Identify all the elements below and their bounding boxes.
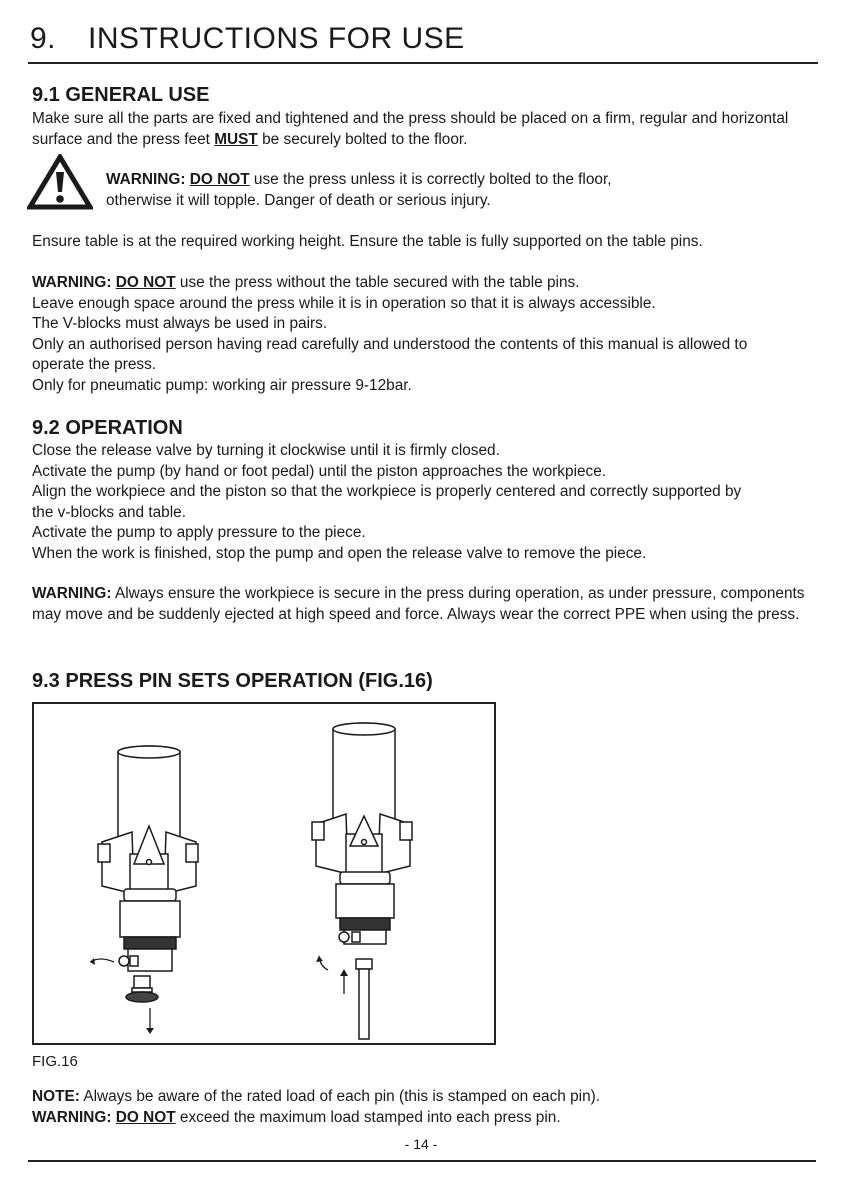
press-pin-illustration <box>34 704 494 1043</box>
general-use-intro <box>32 109 822 150</box>
warning-text: use the press unless it is correctly bolted to the floor, <box>249 171 612 188</box>
intro-text: Make sure all the parts are fixed and tightened and the press should be placed on a firm, regular and horizontal surface and the press feet <box>32 110 789 148</box>
section-title: INSTRUCTIONS FOR USE <box>88 22 465 55</box>
warning-triangle-icon <box>27 154 93 210</box>
list-item: The V-blocks must always be used in pairs. <box>32 315 328 332</box>
general-warnings-list <box>32 273 822 396</box>
operation-heading: 9.2 OPERATION <box>32 417 183 439</box>
note-text: Always be aware of the rated load of each pin (this is stamped on each pin). <box>79 1088 601 1105</box>
do-not-emphasis: DO NOT <box>115 274 176 291</box>
section-heading <box>30 22 465 56</box>
list-item: Activate the pump to apply pressure to the piece. <box>32 524 366 541</box>
operation-warning <box>32 584 807 625</box>
operation-steps <box>32 441 822 564</box>
note-label: NOTE: <box>32 1088 80 1105</box>
warning-label: WARNING: <box>32 274 112 291</box>
figure-caption: FIG.16 <box>32 1053 78 1070</box>
right-press-assembly <box>312 723 412 1039</box>
general-use-heading: 9.1 GENERAL USE <box>32 84 210 106</box>
bottom-divider <box>28 1160 816 1162</box>
list-item: Only an authorised person having read carefully and understood the contents of this manual is allowed to operate the press. <box>32 335 748 373</box>
warning-text: use the press without the table secured with the table pins. <box>175 274 580 291</box>
table-height-text: Ensure table is at the required working height. Ensure the table is fully supported on the table pins. <box>32 233 703 250</box>
list-item: Close the release valve by turning it clockwise until it is firmly closed. <box>32 442 500 459</box>
section-number: 9. <box>30 22 57 55</box>
do-not-emphasis: DO NOT <box>189 171 250 188</box>
top-divider <box>28 62 818 64</box>
pin-sets-heading: 9.3 PRESS PIN SETS OPERATION (FIG.16) <box>32 670 433 692</box>
must-emphasis: MUST <box>214 130 258 148</box>
list-item: Align the workpiece and the piston so that the workpiece is properly centered and correctly supported by the v-blocks and table. <box>32 483 742 521</box>
warning-label: WARNING: <box>32 585 112 602</box>
left-press-assembly <box>98 746 198 1002</box>
intro-text-end: be securely bolted to the floor. <box>257 130 468 148</box>
page-number: - 14 - <box>404 1136 438 1152</box>
pin-notes <box>32 1087 822 1128</box>
warning-label: WARNING: <box>32 1108 112 1126</box>
warning-label: WARNING: <box>106 171 186 188</box>
figure-16-frame <box>32 702 496 1045</box>
list-item: Only for pneumatic pump: working air pressure 9-12bar. <box>32 376 412 394</box>
warning-text-line2: otherwise it will topple. Danger of death or serious injury. <box>106 191 491 209</box>
warning-bolted <box>106 170 806 211</box>
warning-text: Always ensure the workpiece is secure in the press during operation, as under pressure, components may move and be suddenly ejected at high speed and force. Always wear the correct PPE when using the press. <box>32 585 805 623</box>
list-item: Activate the pump (by hand or foot pedal) until the piston approaches the workpiece. <box>32 462 607 480</box>
do-not-emphasis: DO NOT <box>115 1108 176 1126</box>
list-item: Leave enough space around the press while it is in operation so that it is always accessible. <box>32 294 656 312</box>
warning-text: exceed the maximum load stamped into each press pin. <box>175 1108 561 1126</box>
list-item: When the work is finished, stop the pump and open the release valve to remove the piece. <box>32 544 647 562</box>
